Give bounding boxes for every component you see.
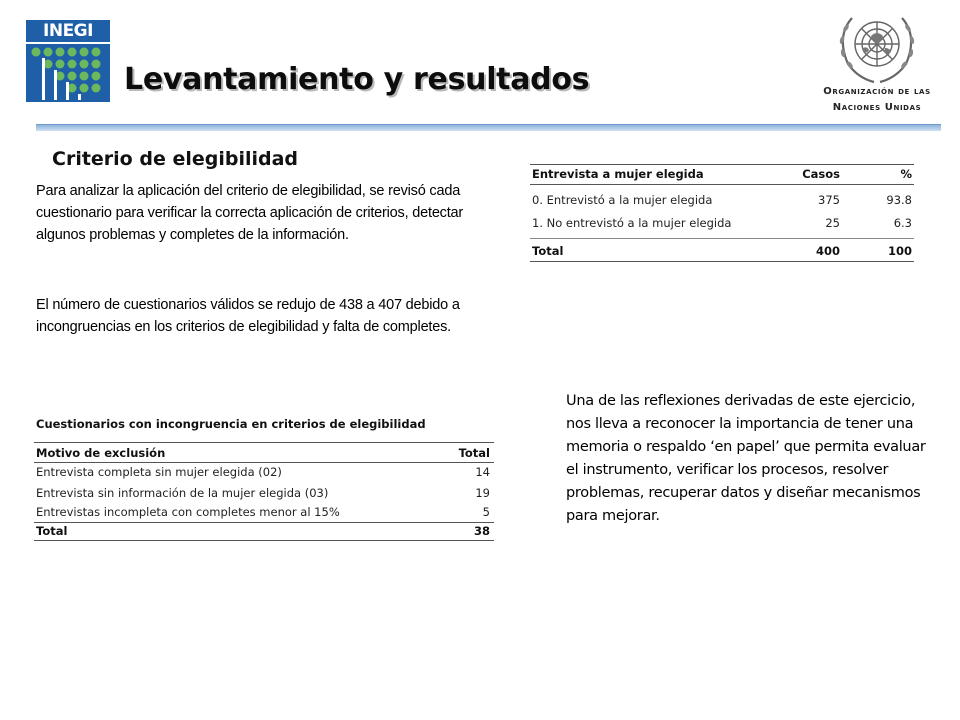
inegi-logo [24, 20, 110, 104]
un-logo-line-1: Organización de las [823, 86, 931, 97]
inegi-logo-grid-icon [26, 44, 110, 102]
un-emblem-icon [812, 6, 942, 84]
exclusion-table [34, 410, 494, 545]
column-header: Casos [802, 167, 840, 181]
table-row [34, 463, 494, 481]
table-cell: Total [532, 244, 564, 258]
table-cell: 19 [475, 486, 490, 500]
table-caption [34, 415, 494, 433]
header-divider [36, 124, 941, 131]
table-row [34, 503, 494, 521]
table-cell: 38 [473, 524, 490, 538]
table-cell: 0. Entrevistó a la mujer elegida [532, 193, 713, 207]
table-cell: 5 [482, 505, 490, 519]
table-cell: 400 [815, 244, 840, 258]
table-cell: 375 [818, 193, 840, 207]
eligibility-paragraph-1: Para analizar la aplicación del criterio de elegibilidad, se revisó cada cuestionario para verificar la correcta aplicación de criterios, detectar algunos problemas y completes de la información. [36, 183, 464, 243]
un-logo-line-2: Naciones Unidas [832, 102, 922, 113]
table-row [34, 484, 494, 502]
table-cell: 1. No entrevistó a la mujer elegida [532, 216, 732, 230]
table-cell: 25 [825, 216, 840, 230]
table-cell: Entrevista completa sin mujer elegida (02) [36, 465, 282, 479]
column-header: Entrevista a mujer elegida [532, 167, 704, 181]
un-logo [812, 6, 942, 122]
column-header: Total [458, 446, 490, 460]
inegi-logo-text: INEGI [26, 20, 110, 42]
table-total-row [530, 242, 914, 260]
table-header-row [530, 165, 914, 183]
column-header: Motivo de exclusión [36, 446, 166, 460]
table-cell: Entrevista sin información de la mujer elegida (03) [36, 486, 329, 500]
table-cell: 14 [475, 465, 490, 479]
column-header: % [900, 167, 912, 181]
reflection-paragraph: Una de las reflexiones derivadas de este ejercicio, nos lleva a reconocer la importancia de tener una memoria o respaldo ‘en papel’ que permita evaluar el instrumento, verificar los procesos, resolver problemas, recuperar datos y diseñar mecanismos para mejorar. [566, 393, 926, 524]
section-heading: Criterio de elegibilidad [52, 148, 299, 170]
table-header-row [34, 444, 494, 462]
table-cell: Entrevistas incompleta con completes menor al 15% [36, 505, 340, 519]
page-title: Levantamiento y resultados [124, 62, 590, 97]
table-row [530, 191, 914, 209]
table-cell: Total [36, 524, 68, 538]
table-cell: 93.8 [886, 193, 912, 207]
eligibility-table [530, 164, 914, 264]
eligibility-paragraph-2: El número de cuestionarios válidos se redujo de 438 a 407 debido a incongruencias en los criterios de elegibilidad y falta de completes. [36, 297, 460, 335]
table-cell: 6.3 [893, 216, 912, 230]
table-cell: 100 [887, 244, 912, 258]
table-row [530, 214, 914, 232]
table-caption-text: Cuestionarios con incongruencia en criterios de elegibilidad [36, 417, 426, 431]
table-total-row [34, 522, 494, 540]
